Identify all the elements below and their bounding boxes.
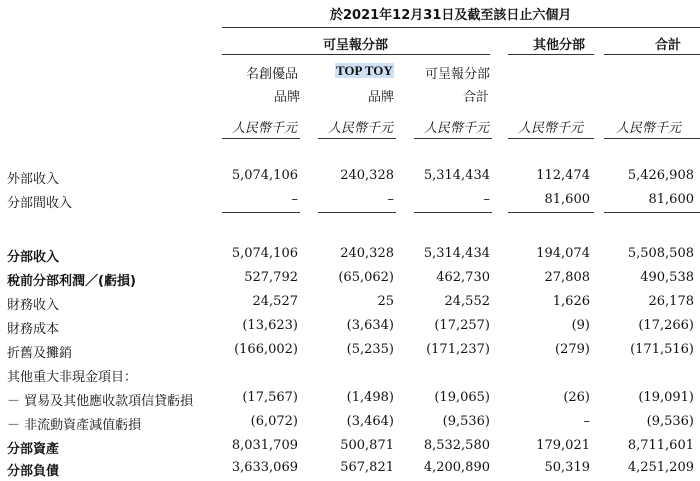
table-cell: 24,552 — [444, 294, 490, 309]
unit-label: 人民幣千元 — [328, 121, 394, 136]
table-cell: 490,538 — [640, 270, 694, 285]
table-cell: 5,508,508 — [627, 246, 694, 261]
table-cell: 50,319 — [544, 460, 590, 475]
group-total-header: 合計 — [655, 38, 682, 53]
group-other-rule — [508, 54, 594, 55]
table-cell: (171,237) — [426, 342, 490, 357]
table-cell: – — [583, 414, 590, 429]
table-cell: 8,031,709 — [231, 438, 298, 453]
table-cell: 4,251,209 — [627, 460, 694, 475]
group-reportable-header: 可呈報分部 — [323, 38, 389, 53]
table-cell: 567,821 — [340, 460, 394, 475]
period-rule — [222, 27, 700, 28]
group-total-rule — [604, 54, 700, 55]
row-label: 分部間收入 — [7, 196, 73, 211]
row-label: 稅前分部利潤／(虧損) — [7, 274, 136, 289]
table-cell: (17,567) — [242, 390, 298, 405]
table-cell: (166,002) — [234, 342, 298, 357]
group-other-header: 其他分部 — [533, 38, 586, 53]
col-reportable-total-line1: 可呈報分部 — [425, 67, 491, 82]
table-cell: 8,532,580 — [423, 438, 490, 453]
table-cell: 112,474 — [536, 168, 590, 183]
table-cell: (9,536) — [646, 414, 694, 429]
unit-label: 人民幣千元 — [232, 121, 298, 136]
table-cell: (13,623) — [242, 318, 298, 333]
table-cell: (171,516) — [630, 342, 694, 357]
table-cell: 5,074,106 — [231, 168, 298, 183]
table-cell: – — [291, 192, 298, 207]
row-label: 外部收入 — [7, 172, 60, 187]
subtotal-rule — [604, 212, 700, 213]
subtotal-rule — [318, 212, 396, 213]
table-cell: 4,200,890 — [423, 460, 490, 475]
unit-rule — [414, 138, 492, 139]
table-cell: (279) — [555, 342, 590, 357]
col-toptoy-line1: TOP TOY — [336, 63, 393, 78]
unit-label: 人民幣千元 — [424, 121, 490, 136]
table-cell: (6,072) — [250, 414, 298, 429]
group-reportable-rule — [222, 54, 490, 55]
row-label: 其他重大非現金項目： — [7, 370, 138, 385]
period-header: 於2021年12月31日及截至該日止六個月 — [330, 8, 572, 23]
table-cell: 8,711,601 — [627, 438, 694, 453]
table-cell: 240,328 — [340, 168, 394, 183]
row-label: － 非流動資產減值虧損 — [7, 418, 142, 433]
table-cell: 27,808 — [544, 270, 590, 285]
table-cell: 240,328 — [340, 246, 394, 261]
col-minisio-line1: 名創優品 — [246, 67, 299, 82]
table-cell: (65,062) — [338, 270, 394, 285]
table-cell: 462,730 — [436, 270, 490, 285]
subtotal-rule — [508, 212, 594, 213]
table-cell: (5,235) — [346, 342, 394, 357]
table-cell: (17,266) — [638, 318, 694, 333]
col-reportable-total-line2: 合計 — [463, 90, 490, 105]
table-cell: (9) — [571, 318, 590, 333]
unit-rule — [508, 138, 594, 139]
table-cell: (1,498) — [346, 390, 394, 405]
table-cell: (19,065) — [434, 390, 490, 405]
row-label: 分部負債 — [7, 464, 60, 479]
table-cell: 5,314,434 — [423, 246, 490, 261]
col-toptoy-line2: 品牌 — [368, 90, 395, 105]
table-cell: (26) — [563, 390, 590, 405]
table-cell: 5,314,434 — [423, 168, 490, 183]
table-cell: 24,527 — [252, 294, 298, 309]
table-cell: 81,600 — [544, 192, 590, 207]
table-cell: (9,536) — [442, 414, 490, 429]
table-cell: 26,178 — [648, 294, 694, 309]
row-label: 分部收入 — [7, 250, 60, 265]
unit-rule — [318, 138, 396, 139]
unit-label: 人民幣千元 — [616, 121, 682, 136]
table-cell: 3,633,069 — [231, 460, 298, 475]
table-cell: 527,792 — [244, 270, 298, 285]
row-label: 折舊及攤銷 — [7, 346, 73, 361]
table-cell: (3,464) — [346, 414, 394, 429]
subtotal-rule — [414, 212, 492, 213]
row-label: 分部資產 — [7, 442, 60, 457]
table-cell: – — [483, 192, 490, 207]
unit-rule — [222, 138, 300, 139]
table-cell: 179,021 — [536, 438, 590, 453]
row-label: － 貿易及其他應收款項信貸虧損 — [7, 394, 194, 409]
table-cell: 5,426,908 — [627, 168, 694, 183]
row-label: 財務收入 — [7, 298, 60, 313]
subtotal-rule — [222, 212, 300, 213]
table-cell: 500,871 — [340, 438, 394, 453]
table-cell: 81,600 — [648, 192, 694, 207]
table-cell: (3,634) — [346, 318, 394, 333]
table-cell: (19,091) — [638, 390, 694, 405]
table-cell: 194,074 — [536, 246, 590, 261]
table-cell: 25 — [377, 294, 394, 309]
table-cell: (17,257) — [434, 318, 490, 333]
row-label: 財務成本 — [7, 322, 60, 337]
table-cell: – — [387, 192, 394, 207]
unit-rule — [604, 138, 700, 139]
unit-label: 人民幣千元 — [518, 121, 584, 136]
col-minisio-line2: 品牌 — [274, 90, 301, 105]
table-cell: 1,626 — [552, 294, 590, 309]
table-cell: 5,074,106 — [231, 246, 298, 261]
